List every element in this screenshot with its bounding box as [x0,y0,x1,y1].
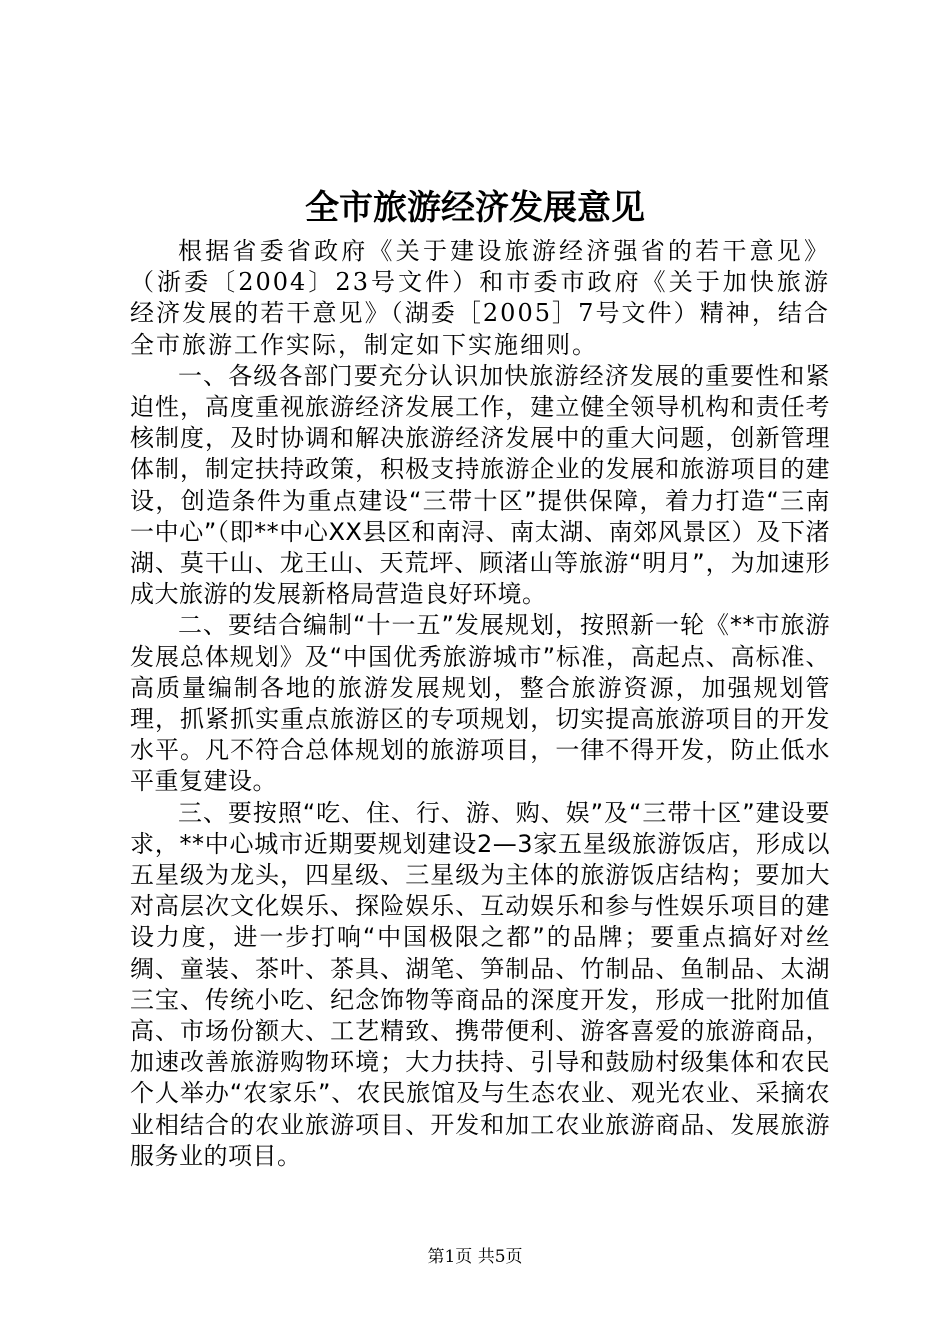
document-body [130,236,830,1172]
paragraph-1: 一、各级各部门要充分认识加快旅游经济发展的重要性和紧迫性，高度重视旅游经济发展工作，建立健全领导机构和责任考核制度，及时协调和解决旅游经济发展中的重大问题，创新管理体制，制定扶持政策，积极支持旅游企业的发展和旅游项目的建设，创造条件为重点建设“三带十区”提供保障，着力打造“三南一中心”（即**中心XX县区和南浔、南太湖、南郊风景区）及下渚湖、莫干山、龙王山、天荒坪、顾渚山等旅游“明月”，为加速形成大旅游的发展新格局营造良好环境。 [130,361,830,609]
paragraph-2-main: 二、要结合编制“十一五”发展规划，按照新一轮《**市旅游发展总体规划》及“中国优秀旅游城市”标准，高起点、高标准、高质量编制各地的旅游发展规划，整合旅游资源，加强规划管理，抓紧抓实重点旅游区的专项规划，切实提高旅游项目的开发水平。 [130,611,830,765]
paragraph-2 [130,610,830,797]
page-footer: 第1页 共5页 [427,1247,523,1267]
document-title: 全市旅游经济发展意见 [305,188,645,228]
paragraph-2-tail: 凡不符合总体规划的旅游项目，一律不得开发，防止低水平重复建设。 [130,736,831,796]
paragraph-3: 三、要按照“吃、住、行、游、购、娱”及“三带十区”建设要求，**中心城市近期要规划建设2—3家五星级旅游饭店，形成以五星级为龙头，四星级、三星级为主体的旅游饭店结构；要加大对高层次文化娱乐、探险娱乐、互动娱乐和参与性娱乐项目的建设力度，进一步打响“中国极限之都”的品牌；要重点搞好对丝绸、童装、茶叶、茶具、湖笔、笋制品、竹制品、鱼制品、太湖三宝、传统小吃、纪念饰物等商品的深度开发，形成一批附加值高、市场份额大、工艺精致、携带便利、游客喜爱的旅游商品，加速改善旅游购物环境；大力扶持、引导和鼓励村级集体和农民个人举办“农家乐”、农民旅馆及与生态农业、观光农业、采摘农业相结合的农业旅游项目、开发和加工农业旅游商品、发展旅游服务业的项目。 [130,798,830,1170]
paragraph-intro: 根据省委省政府《关于建设旅游经济强省的若干意见》（浙委〔2004〕23号文件）和市委市政府《关于加快旅游经济发展的若干意见》（湖委［2005］7号文件）精神，结合全市旅游工作实际，制定如下实施细则。 [130,237,830,359]
